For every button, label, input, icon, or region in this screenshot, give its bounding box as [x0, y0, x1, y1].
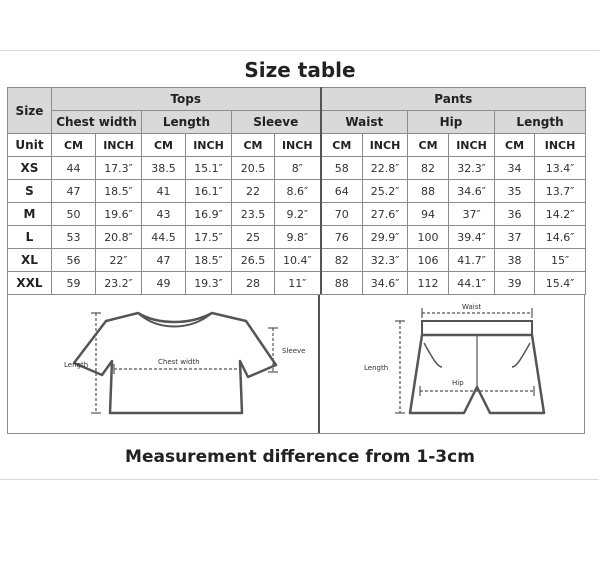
size-value-cell: 100	[408, 226, 449, 249]
unit-inch: INCH	[363, 134, 408, 157]
size-value-cell: 64	[321, 180, 363, 203]
sleeve-header: Sleeve	[232, 111, 321, 134]
size-row	[8, 249, 586, 272]
size-value-cell: 35	[495, 180, 535, 203]
size-value-cell: 32.3″	[363, 249, 408, 272]
size-value-cell: 8″	[275, 157, 321, 180]
size-value-cell: 50	[52, 203, 96, 226]
unit-cm: CM	[142, 134, 186, 157]
tops-header: Tops	[52, 88, 321, 111]
size-row	[8, 272, 586, 295]
size-table	[7, 87, 586, 295]
size-value-cell: 14.6″	[535, 226, 586, 249]
size-value-cell: 23.2″	[96, 272, 142, 295]
size-value-cell: 38.5	[142, 157, 186, 180]
unit-label: Unit	[8, 134, 52, 157]
size-value-cell: 20.5	[232, 157, 275, 180]
size-value-cell: 34.6″	[449, 180, 495, 203]
size-value-cell: 82	[408, 157, 449, 180]
size-value-cell: 17.3″	[96, 157, 142, 180]
hip-header: Hip	[408, 111, 495, 134]
diagram-panel	[7, 294, 585, 434]
size-value-cell: 58	[321, 157, 363, 180]
size-value-cell: 10.4″	[275, 249, 321, 272]
size-value-cell: 44.1″	[449, 272, 495, 295]
size-value-cell: 36	[495, 203, 535, 226]
size-value-cell: 37″	[449, 203, 495, 226]
size-value-cell: 18.5″	[186, 249, 232, 272]
size-value-cell: 19.6″	[96, 203, 142, 226]
size-value-cell: 23.5	[232, 203, 275, 226]
sleeve-label: Sleeve	[282, 347, 306, 355]
shorts-diagram	[320, 295, 584, 433]
size-value-cell: 49	[142, 272, 186, 295]
size-value-cell: 26.5	[232, 249, 275, 272]
size-value-cell: 28	[232, 272, 275, 295]
unit-inch: INCH	[96, 134, 142, 157]
size-value-cell: 22″	[96, 249, 142, 272]
size-value-cell: 44	[52, 157, 96, 180]
size-value-cell: 15.1″	[186, 157, 232, 180]
size-value-cell: 32.3″	[449, 157, 495, 180]
size-value-cell: 20.8″	[96, 226, 142, 249]
size-header: Size	[8, 88, 52, 134]
size-row	[8, 157, 586, 180]
size-value-cell: 18.5″	[96, 180, 142, 203]
waist-header: Waist	[321, 111, 408, 134]
size-value-cell: 88	[408, 180, 449, 203]
shorts-length-label: Length	[364, 364, 389, 372]
size-value-cell: 106	[408, 249, 449, 272]
size-value-cell: 9.2″	[275, 203, 321, 226]
waist-label: Waist	[462, 303, 482, 311]
size-value-cell: 25	[232, 226, 275, 249]
unit-row	[8, 134, 586, 157]
size-row	[8, 180, 586, 203]
measurement-note: Measurement difference from 1-3cm	[125, 447, 475, 467]
unit-cm: CM	[232, 134, 275, 157]
size-value-cell: 70	[321, 203, 363, 226]
size-value-cell: 22.8″	[363, 157, 408, 180]
size-value-cell: 56	[52, 249, 96, 272]
chest-width-header: Chest width	[52, 111, 142, 134]
size-value-cell: 37	[495, 226, 535, 249]
size-value-cell: 27.6″	[363, 203, 408, 226]
size-value-cell: 15.4″	[535, 272, 586, 295]
size-value-cell: 19.3″	[186, 272, 232, 295]
size-label: XXL	[8, 272, 52, 295]
size-value-cell: 88	[321, 272, 363, 295]
crop-top-diagram	[8, 295, 316, 433]
size-value-cell: 22	[232, 180, 275, 203]
size-value-cell: 15″	[535, 249, 586, 272]
size-value-cell: 38	[495, 249, 535, 272]
size-value-cell: 39.4″	[449, 226, 495, 249]
size-label: S	[8, 180, 52, 203]
pants-length-header: Length	[495, 111, 586, 134]
size-value-cell: 41.7″	[449, 249, 495, 272]
size-label: M	[8, 203, 52, 226]
unit-inch: INCH	[275, 134, 321, 157]
size-row	[8, 226, 586, 249]
unit-cm: CM	[408, 134, 449, 157]
size-value-cell: 17.5″	[186, 226, 232, 249]
size-value-cell: 43	[142, 203, 186, 226]
unit-cm: CM	[321, 134, 363, 157]
unit-inch: INCH	[535, 134, 586, 157]
size-value-cell: 41	[142, 180, 186, 203]
page-title: Size table	[244, 58, 356, 82]
size-value-cell: 13.7″	[535, 180, 586, 203]
unit-cm: CM	[52, 134, 96, 157]
chest-width-label: Chest width	[158, 358, 200, 366]
size-value-cell: 44.5	[142, 226, 186, 249]
size-value-cell: 34.6″	[363, 272, 408, 295]
size-value-cell: 76	[321, 226, 363, 249]
size-value-cell: 11″	[275, 272, 321, 295]
size-row	[8, 203, 586, 226]
hip-label: Hip	[452, 379, 464, 387]
top-length-header: Length	[142, 111, 232, 134]
unit-cm: CM	[495, 134, 535, 157]
size-value-cell: 16.9″	[186, 203, 232, 226]
size-value-cell: 13.4″	[535, 157, 586, 180]
size-value-cell: 53	[52, 226, 96, 249]
size-value-cell: 39	[495, 272, 535, 295]
unit-inch: INCH	[186, 134, 232, 157]
size-value-cell: 94	[408, 203, 449, 226]
size-value-cell: 112	[408, 272, 449, 295]
unit-inch: INCH	[449, 134, 495, 157]
size-value-cell: 16.1″	[186, 180, 232, 203]
size-value-cell: 9.8″	[275, 226, 321, 249]
size-rows	[8, 157, 586, 295]
size-value-cell: 82	[321, 249, 363, 272]
size-label: XL	[8, 249, 52, 272]
size-value-cell: 25.2″	[363, 180, 408, 203]
size-value-cell: 47	[142, 249, 186, 272]
size-value-cell: 34	[495, 157, 535, 180]
size-value-cell: 47	[52, 180, 96, 203]
pants-header: Pants	[321, 88, 586, 111]
size-label: L	[8, 226, 52, 249]
size-value-cell: 59	[52, 272, 96, 295]
size-value-cell: 29.9″	[363, 226, 408, 249]
top-length-label: Length	[64, 361, 89, 369]
size-value-cell: 8.6″	[275, 180, 321, 203]
size-label: XS	[8, 157, 52, 180]
size-value-cell: 14.2″	[535, 203, 586, 226]
